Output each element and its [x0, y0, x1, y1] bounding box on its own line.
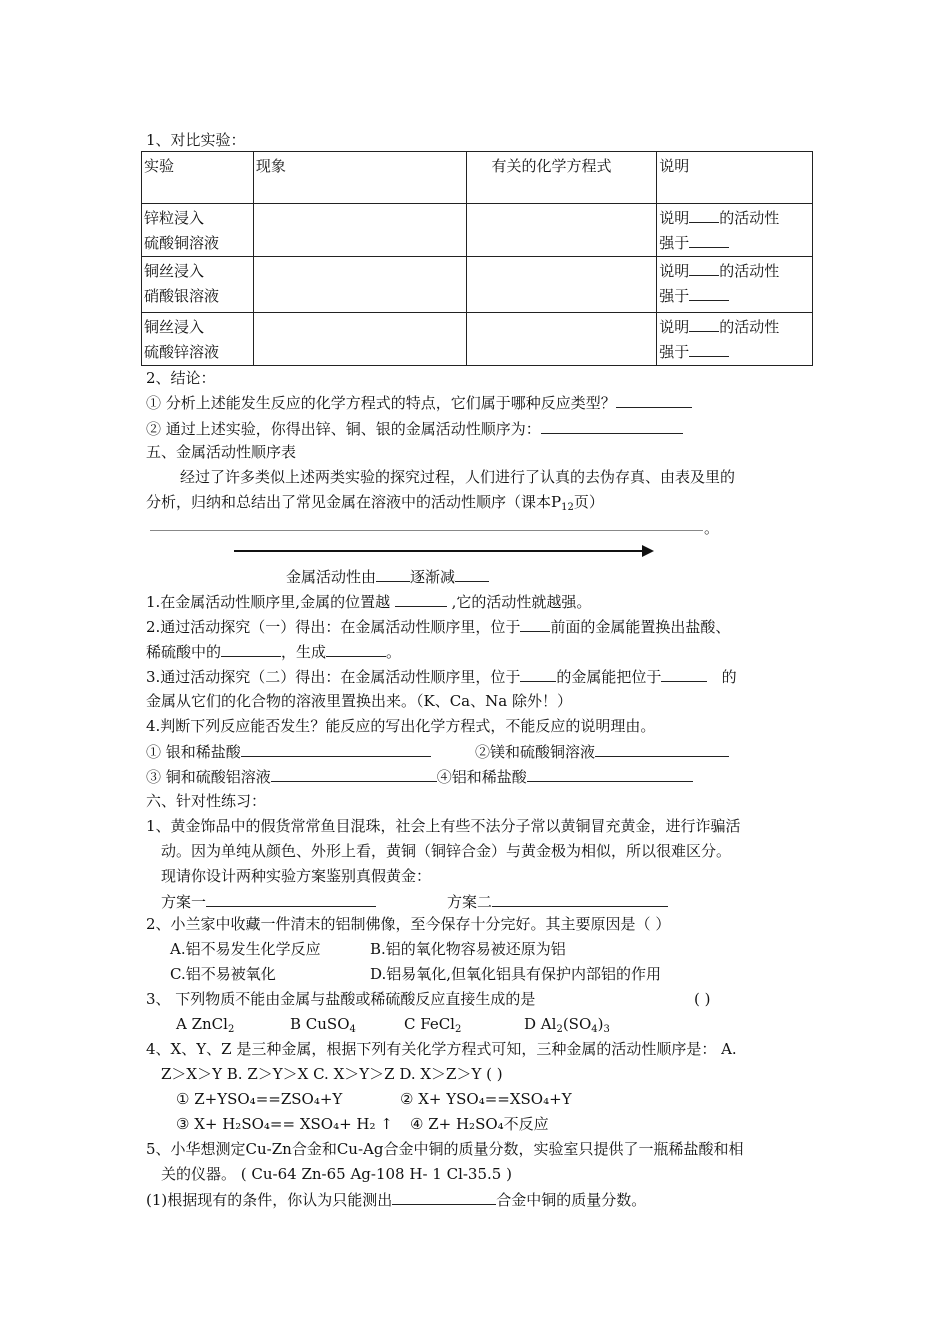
note-cell: 说明 的活动性 强于 — [657, 257, 813, 313]
answer-blank[interactable] — [689, 260, 719, 276]
answer-blank[interactable] — [455, 566, 489, 582]
answer-blank[interactable] — [221, 641, 281, 657]
experiment-cell: 铜丝浸入 硫酸锌溶液 — [142, 313, 254, 366]
choice-d[interactable]: D $Al_2(SO_4)_3$ — [524, 1015, 610, 1035]
equation-cell[interactable] — [467, 313, 657, 366]
exercise-5-part-1: (1)根据现有的条件，你认为只能测出 合金中铜的质量分数。 — [146, 1191, 647, 1209]
answer-blank[interactable] — [689, 316, 719, 332]
answer-blank[interactable] — [689, 285, 729, 301]
answer-blank[interactable] — [689, 207, 719, 223]
choice-b[interactable]: B CuSO$_4$ — [290, 1015, 356, 1035]
question-2-cont: 稀硫酸中的 ，生成 。 — [146, 643, 402, 661]
table-row — [142, 313, 813, 366]
answer-blank[interactable] — [595, 741, 729, 757]
arrow-head-icon — [642, 545, 654, 557]
plan-2: 方案二 — [447, 891, 668, 912]
answer-blank[interactable] — [689, 232, 729, 248]
answer-blank[interactable] — [527, 766, 693, 782]
conclusion-1: ① 分析上述能发生反应的化学方程式的特点，它们属于哪种反应类型？ — [146, 392, 692, 413]
reaction-1: ① 银和稀盐酸 — [146, 741, 431, 762]
choice-c[interactable]: C.铝不易被氧化 — [170, 965, 276, 983]
answer-blank[interactable] — [206, 891, 376, 907]
equation-4: ④ Z+ H₂SO₄不反应 — [410, 1115, 549, 1133]
exercise-4-choices: Z＞X＞Y B. Z＞Y＞X C. X＞Y＞Z D. X＞Z＞Y ( ) — [161, 1065, 503, 1083]
exercise-3: 3、 下列物质不能由金属与盐酸或稀硫酸反应直接生成的是 — [146, 990, 536, 1008]
section-title-comparison: 1、对比实验： — [146, 131, 246, 149]
exercise-4: 4、X、Y、Z 是三种金属，根据下列有关化学方程式可知，三种金属的活动性顺序是： A. — [146, 1040, 737, 1058]
answer-blank[interactable] — [326, 641, 386, 657]
equation-2: ② X+ YSO₄==XSO₄+Y — [400, 1090, 572, 1108]
exercise-2: 2、小兰家中收藏一件清末的铝制佛像，至今保存十分完好。其主要原因是（ ） — [146, 915, 671, 933]
exercise-1-cont: 动。因为单纯从颜色、外形上看，黄铜（铜锌合金）与黄金极为相似，所以很难区分。 — [161, 842, 732, 860]
exercise-1: 1、黄金饰品中的假货常常鱼目混珠，社会上有些不法分子常以黄铜冒充黄金，进行诈骗活 — [146, 817, 741, 835]
question-2: 2.通过活动探究（一）得出：在金属活动性顺序里，位于 前面的金属能置换出盐酸、 — [146, 618, 731, 636]
arrow-caption: 金属活动性由 逐渐减 — [286, 566, 489, 587]
question-4: 4.判断下列反应能否发生？能反应的写出化学方程式，不能反应的说明理由。 — [146, 717, 656, 735]
exercise-5: 5、小华想测定Cu-Zn合金和Cu-Ag合金中铜的质量分数，实验室只提供了一瓶稀盐酸和相 — [146, 1140, 744, 1158]
phenomenon-cell[interactable] — [253, 204, 467, 257]
choice-d[interactable]: D.铝易氧化,但氧化铝具有保护内部铝的作用 — [370, 965, 662, 983]
reaction-3: ③ 铜和硫酸铝溶液 ④铝和稀盐酸 — [146, 766, 693, 787]
answer-blank[interactable] — [520, 616, 550, 632]
experiment-cell: 铜丝浸入 硝酸银溶液 — [142, 257, 254, 313]
answer-blank[interactable] — [520, 666, 556, 682]
answer-blank[interactable] — [241, 741, 431, 757]
answer-blank[interactable] — [271, 766, 437, 782]
question-3-cont: 金属从它们的化合物的溶液里置换出来。（K、Ca、Na 除外！） — [146, 692, 572, 710]
header-cell: 说明 — [657, 152, 813, 204]
choice-b[interactable]: B.铝的氧化物容易被还原为铝 — [370, 940, 566, 958]
paragraph-line: 分析，归纳和总结出了常见金属在溶液中的活动性顺序（课本$P_{12}$页） — [146, 493, 604, 513]
phenomenon-cell[interactable] — [253, 313, 467, 366]
table-header-row — [142, 152, 813, 204]
section-title-practice: 六、针对性练习： — [146, 792, 267, 810]
paragraph-line: 经过了许多类似上述两类实验的探究过程，人们进行了认真的去伪存真、由表及里的 — [180, 468, 736, 486]
phenomenon-cell[interactable] — [253, 257, 467, 313]
equation-3: ③ X+ H₂SO₄== XSO₄+ H₂ ↑ — [176, 1115, 393, 1133]
experiment-table — [141, 151, 813, 366]
plan-1: 方案一 — [161, 891, 376, 912]
question-1: 1.在金属活动性顺序里,金属的位置越 ,它的活动性就越强。 — [146, 593, 592, 611]
exercise-1-cont: 现请你设计两种实验方案鉴别真假黄金： — [161, 867, 432, 885]
choice-a[interactable]: A ZnCl$_2$ — [176, 1015, 235, 1035]
answer-blank[interactable] — [395, 591, 447, 607]
answer-blank[interactable] — [689, 341, 729, 357]
section-title-conclusion: 2、结论： — [146, 369, 216, 387]
note-cell: 说明 的活动性 强于 — [657, 313, 813, 366]
answer-blank[interactable] — [661, 666, 707, 682]
activity-series-blank-line[interactable] — [150, 530, 703, 531]
answer-parentheses[interactable]: ( ) — [694, 990, 711, 1008]
header-cell: 有关的化学方程式 — [467, 152, 657, 204]
arrow-line — [234, 550, 644, 552]
exercise-5-cont: 关的仪器。 ( Cu-64 Zn-65 Ag-108 H- 1 Cl-35.5 ) — [161, 1165, 512, 1183]
experiment-cell: 锌粒浸入 硫酸铜溶液 — [142, 204, 254, 257]
answer-blank[interactable] — [616, 392, 692, 408]
question-3: 3.通过活动探究（二）得出：在金属活动性顺序里，位于 的金属能把位于 的 — [146, 668, 737, 686]
section-title-activity-series: 五、金属活动性顺序表 — [146, 443, 297, 461]
choice-a[interactable]: A.铝不易发生化学反应 — [170, 940, 321, 958]
period-mark: 。 — [704, 519, 720, 537]
header-cell: 现象 — [253, 152, 467, 204]
answer-blank[interactable] — [376, 566, 410, 582]
reaction-2: ②镁和硫酸铜溶液 — [475, 741, 729, 762]
table-row — [142, 257, 813, 313]
note-cell: 说明 的活动性 强于 — [657, 204, 813, 257]
table-row — [142, 204, 813, 257]
equation-cell[interactable] — [467, 257, 657, 313]
equation-cell[interactable] — [467, 204, 657, 257]
header-cell: 实验 — [142, 152, 254, 204]
equation-1: ① Z+YSO₄==ZSO₄+Y — [176, 1090, 343, 1108]
answer-blank[interactable] — [492, 891, 668, 907]
answer-blank[interactable] — [392, 1189, 496, 1205]
conclusion-2: ② 通过上述实验，你得出锌、铜、银的金属活动性顺序为： — [146, 418, 683, 439]
answer-blank[interactable] — [541, 418, 683, 434]
choice-c[interactable]: C FeCl$_2$ — [404, 1015, 462, 1035]
